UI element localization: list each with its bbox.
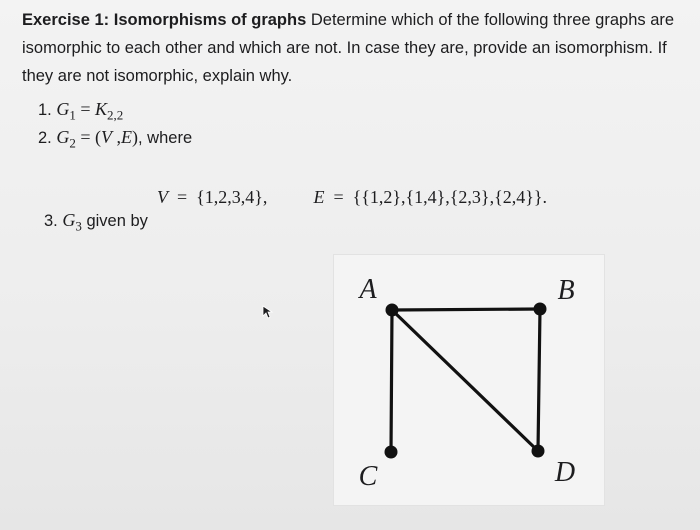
graph-g3 bbox=[334, 255, 604, 505]
item-2-suffix: , where bbox=[138, 129, 193, 147]
item-3 bbox=[44, 209, 148, 238]
item-3-number: 3. bbox=[44, 212, 58, 230]
edge-B-D bbox=[538, 309, 540, 451]
item-2-number: 2. bbox=[38, 129, 52, 147]
node-A bbox=[386, 304, 399, 317]
node-B bbox=[534, 303, 547, 316]
item-1 bbox=[38, 98, 123, 127]
exercise-paragraph bbox=[22, 6, 692, 90]
node-C bbox=[385, 446, 398, 459]
item-3-suffix: given by bbox=[81, 212, 148, 230]
edge-A-C bbox=[391, 310, 392, 452]
node-label-B: B bbox=[557, 275, 575, 306]
set-definitions bbox=[148, 166, 547, 208]
item-3-math: $G_3$ bbox=[62, 210, 82, 234]
exercise-title: Exercise 1: Isomorphisms of graphs bbox=[22, 11, 307, 29]
item-1-number: 1. bbox=[38, 101, 52, 119]
graph-edges bbox=[391, 309, 540, 452]
item-2 bbox=[38, 126, 192, 155]
set-v: V = {1,2,3,4}, bbox=[157, 187, 268, 207]
mouse-cursor-icon bbox=[262, 305, 274, 319]
node-label-A: A bbox=[359, 274, 377, 305]
edge-A-B bbox=[392, 309, 540, 310]
edge-A-D bbox=[392, 310, 538, 451]
set-e: E = {{1,2},{1,4},{2,3},{2,4}}. bbox=[313, 187, 547, 207]
exercise-intro: Determine which of the following three graphs are isomorphic to each other and which are not. In case they are, provide an isomorphism. If they are not isomorphic, explain why. bbox=[22, 11, 675, 85]
node-label-C: C bbox=[358, 461, 378, 492]
item-2-math: $G_2 = (V$ ,E) bbox=[56, 127, 139, 151]
item-1-math: $G_1 = K_{2,2}$ bbox=[56, 99, 124, 123]
node-D bbox=[532, 445, 545, 458]
node-label-D: D bbox=[554, 457, 576, 488]
graph-panel bbox=[333, 254, 605, 506]
